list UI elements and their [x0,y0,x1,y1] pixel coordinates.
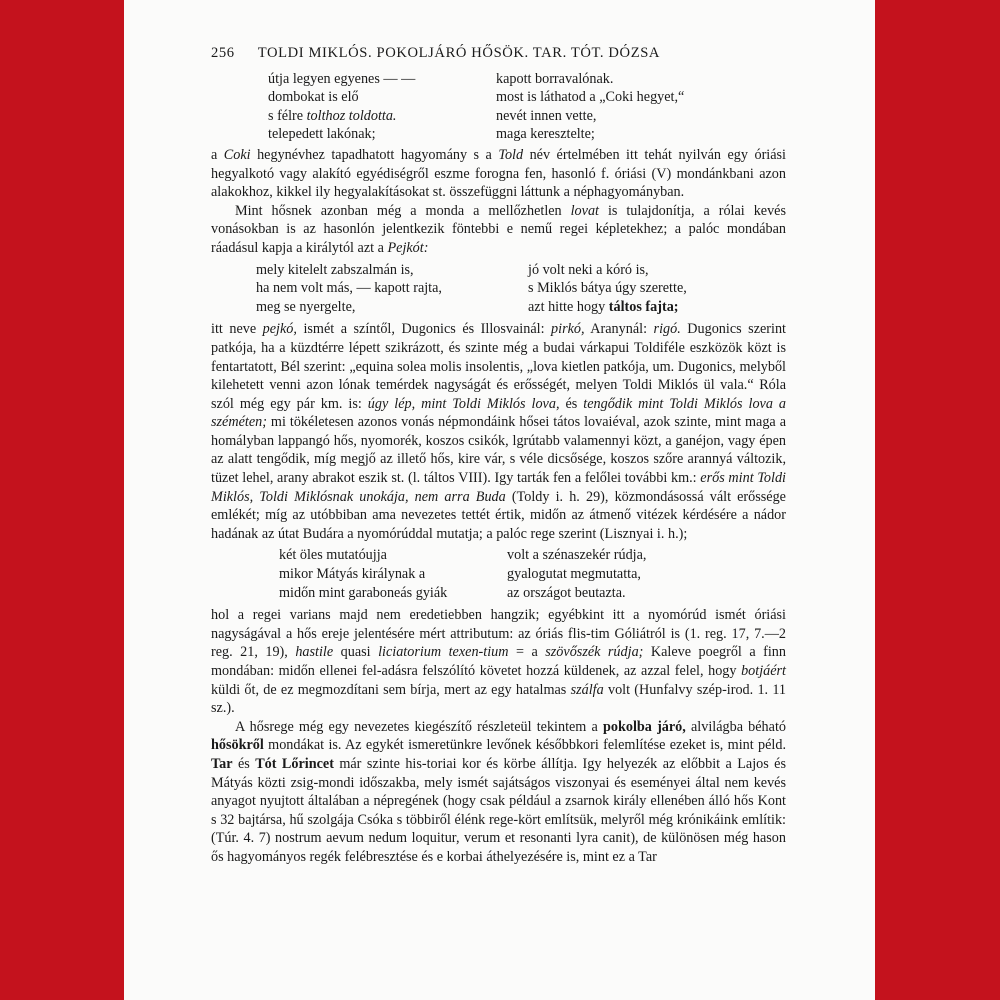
verse-block-3 [211,546,786,602]
verse-line: most is láthatod a „Coki hegyet,“ [496,89,685,106]
verse-line: kapott borravalónak. [496,70,614,87]
verse-line: s félre tolthoz toldotta. [268,107,397,124]
book-page [124,0,875,1000]
verse-line: volt a szénaszekér rúdja, [507,547,647,564]
verse-line: gyalogutat megmutatta, [507,566,641,583]
verse-line: két öles mutatóujja [279,547,387,564]
paragraph-pokolba-jaro: A hősrege még egy nevezetes kiegészítő részleteül tekintem a pokolba járó, alvilágba béható hősökről mondákat is. Az egykét ismeretünkre levőnek későbbkori felemlítése ezeket is, mint péld. Tar és Tót Lőrincet már szinte his-toriai kor és körbe állítja. Igy helyezék az előbbit a Lajos és Mátyás közti zsig-mondi időszakba, mely ismét sajátságos viszonyai és eseményei által nem kevés anyagot nyujtott általában a népregének (hogy csak például a zsarnok király ellenében álló hős Kont s 32 bajtársa, hű szolgája Csóka s többiről élénk rege-kört említsük, melyről még krónikáink említik: (Túr. 4. 7) nostrum aevum nedum loquitur, verum et resonanti lyra canit), de különösen még hason ős hagyományos regék felébresztése és e korbai áthelyezésére is, mint ez a Tar [211,718,786,865]
verse-line: telepedett lakónak; [268,126,376,143]
verse-line: az országot beutazta. [507,584,626,601]
verse-line: maga keresztelte; [496,126,595,143]
verse-line: nevét innen vette, [496,107,597,124]
running-head [211,44,786,63]
verse-line: dombokat is elő [268,89,359,106]
verse-line: jó volt neki a kóró is, [528,261,649,278]
verse-line: mely kitelelt zabszalmán is, [256,261,414,278]
verse-block-1 [211,70,786,144]
verse-line: ha nem volt más, — kapott rajta, [256,280,442,297]
text-column [211,44,786,867]
paragraph-pejko: itt neve pejkó, ismét a színtől, Dugonics és Illosvainál: pirkó, Aranynál: rigó. Dugonics szerint patkója, ha a küzdtérre lépett szikrázott, és szinte még a budai várkapui Toldiféle eszközök közt is fentartatott, Bél szerint: „equina solea molis insolentis, „lova kietlen patkója, um. Dugonics, melyből kilehetett venni azon lónak temérdek nagyságát és erősségét, melyen Toldi Miklós ül vala.“ Róla szól még egy pár km. is: úgy lép, mint Toldi Miklós lova, és tengődik mint Toldi Miklós lova a széméten; mi tökéletesen azonos vonás népmondáink hősei tátos lovaiéval, azok szinte, mint maga a homályban lappangó hős, nyomorék, koszos csikók, lgrútabb valamennyi közt, a ganéjon, vagy épen az alatt tengődik, míg megjő az illető hős, kire vár, s véle dicsősége, koszos szőre arannyá változik, tüzet lehel, arany abrakot eszik st. (l. táltos VIII). Igy tarták fen a felőlei további km.: erős mint Toldi Miklós, Toldi Miklósnak unokája, nem arra Buda (Toldy i. h. 29), közmondásossá vált erőssége emlékét; míg az utóbbiban ama nevezetes tettét értik, midőn az átmenő vitézek kérdésére a nádor hadának az útat Budára a nyomórúddal mutatja; a palóc rege szerint (Lisznyai i. h.); [211,321,786,542]
verse-line: mikor Mátyás királynak a [279,566,426,583]
verse-block-2 [211,261,786,317]
verse-line: midőn mint garaboneás gyiák [279,584,448,601]
paragraph-nyomorud: hol a regei varians majd nem eredetiebben hangzik; egyébkint itt a nyomórúd ismét óriási nagyságával a hős ereje jelentésére mért attributum: az óriás flis-tim Góliátról is (1. reg. 17, 7.—2 reg. 21, 19), hastile quasi liciatorium texen-tium = a szövőszék rúdja; Kaleve poegről a finn mondában: midőn ellenei fel-adásra felszólító követet hozzá küldenek, az azzal felel, hogy botjáért küldi őt, de ez megmozdítani sem bírja, mert az egy hatalmas szálfa volt (Hunfalvy szép-irod. 1. 11 sz.). [211,607,786,717]
paragraph-lovat: Mint hősnek azonban még a monda a mellőzhetlen lovat is tulajdonítja, a rólai kevés vonásokban is az hasonlón jelentkezik föntebbi e nemű regei képletekhez; a palóc mondában ráadásul kapja a királytól azt a Pejkót: [211,202,786,256]
verse-line: útja legyen egyenes — — [268,70,416,87]
page-number: 256 [211,45,235,61]
verse-line: s Miklós bátya úgy szerette, [528,280,687,297]
paragraph-coki: a Coki hegynévhez tapadhatott hagyomány s a Told név értelmében itt tehát nyilván egy óriási hegyalkotó vagy alakító egyédiségről eszme forogna fen, hasonló f. óriási (V) mondánkbani azon alakokhoz, kikkel ily hegyalakításokat st. összefüggni láttunk a néphagyományban. [211,146,786,201]
verse-line: meg se nyergelte, [256,298,356,315]
verse-line: azt hitte hogy táltos fajta; [528,298,679,315]
page-header-title: TOLDI MIKLÓS. POKOLJÁRÓ HŐSÖK. TAR. TÓT. DÓZSA [257,45,661,61]
